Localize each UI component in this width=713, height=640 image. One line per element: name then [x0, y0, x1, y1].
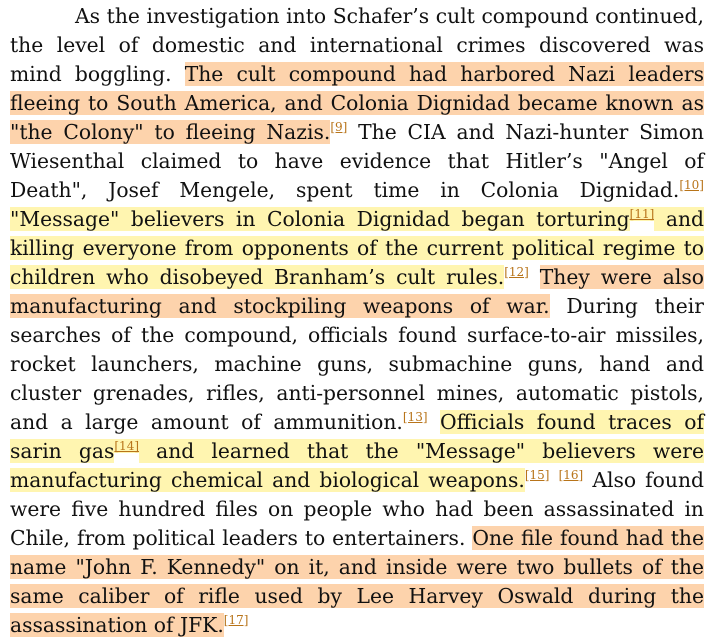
highlighted-text-yellow: and killing everyone from opponents of the current political regime to children who disobeyed Branham’s cult rules. [10, 207, 704, 289]
citation-link[interactable]: [12] [504, 265, 529, 280]
citation-ref [559, 468, 584, 482]
highlighted-text-yellow: Officials found traces of sarin gas [10, 410, 704, 463]
body-text: As the investigation into Schafer’s cult compound continued, the level of domestic and international crimes discovered was mind boggling. [10, 4, 704, 86]
citation-ref [504, 265, 529, 279]
citation-link[interactable]: [14] [114, 439, 140, 454]
body-text [529, 265, 540, 289]
citation-ref [525, 468, 550, 482]
citation-ref [114, 439, 139, 453]
highlighted-text-yellow: "Message" believers in Colonia Dignidad began torturing [10, 207, 630, 231]
highlighted-text-yellow: and learned that the "Message" believers were manufacturing chemical and biological weapons. [10, 439, 704, 492]
citation-link[interactable]: [13] [402, 410, 428, 425]
highlighted-text-orange: One file found had the name "John F. Kennedy" on it, and inside were two bullets of the same caliber of rifle used by Lee Harvey Oswald during the assassination of JFK. [10, 526, 705, 637]
body-text: During their searches of the compound, officials found surface-to-air missiles, rocket launchers, machine guns, submachine guns, hand and cluster grenades, rifles, anti-personnel mines, automatic pistols, and a large amount of ammunition. [10, 294, 704, 434]
highlighted-text-orange: The cult compound had harbored Nazi leaders fleeing to South America, and Colonia Dignidad became known as "the Colony" to fleeing Nazis. [10, 62, 704, 144]
citation-ref [679, 178, 704, 192]
citation-ref [403, 410, 428, 424]
body-text: The CIA and Nazi-hunter Simon Wiesenthal claimed to have evidence that Hitler’s "Angel of Death", Josef Mengele, spent time in Colonia Dignidad. [10, 120, 704, 202]
citation-link[interactable]: [16] [558, 468, 584, 483]
body-text [549, 468, 558, 492]
body-text: Also found were five hundred files on people who had been assassinated in Chile, from political leaders to entertainers. [10, 468, 704, 550]
citation-ref [224, 613, 249, 627]
citation-link[interactable]: [11] [629, 207, 655, 222]
citation-link[interactable]: [15] [524, 468, 550, 483]
highlighted-text-orange: They were also manufacturing and stockpiling weapons of war. [10, 265, 704, 318]
citation-link[interactable]: [9] [330, 120, 348, 135]
citation-ref [330, 120, 347, 134]
citation-ref [630, 207, 655, 221]
citation-link[interactable]: [17] [223, 613, 249, 628]
citation-link[interactable]: [10] [679, 178, 704, 193]
body-text [428, 410, 440, 434]
article-paragraph [10, 2, 704, 640]
